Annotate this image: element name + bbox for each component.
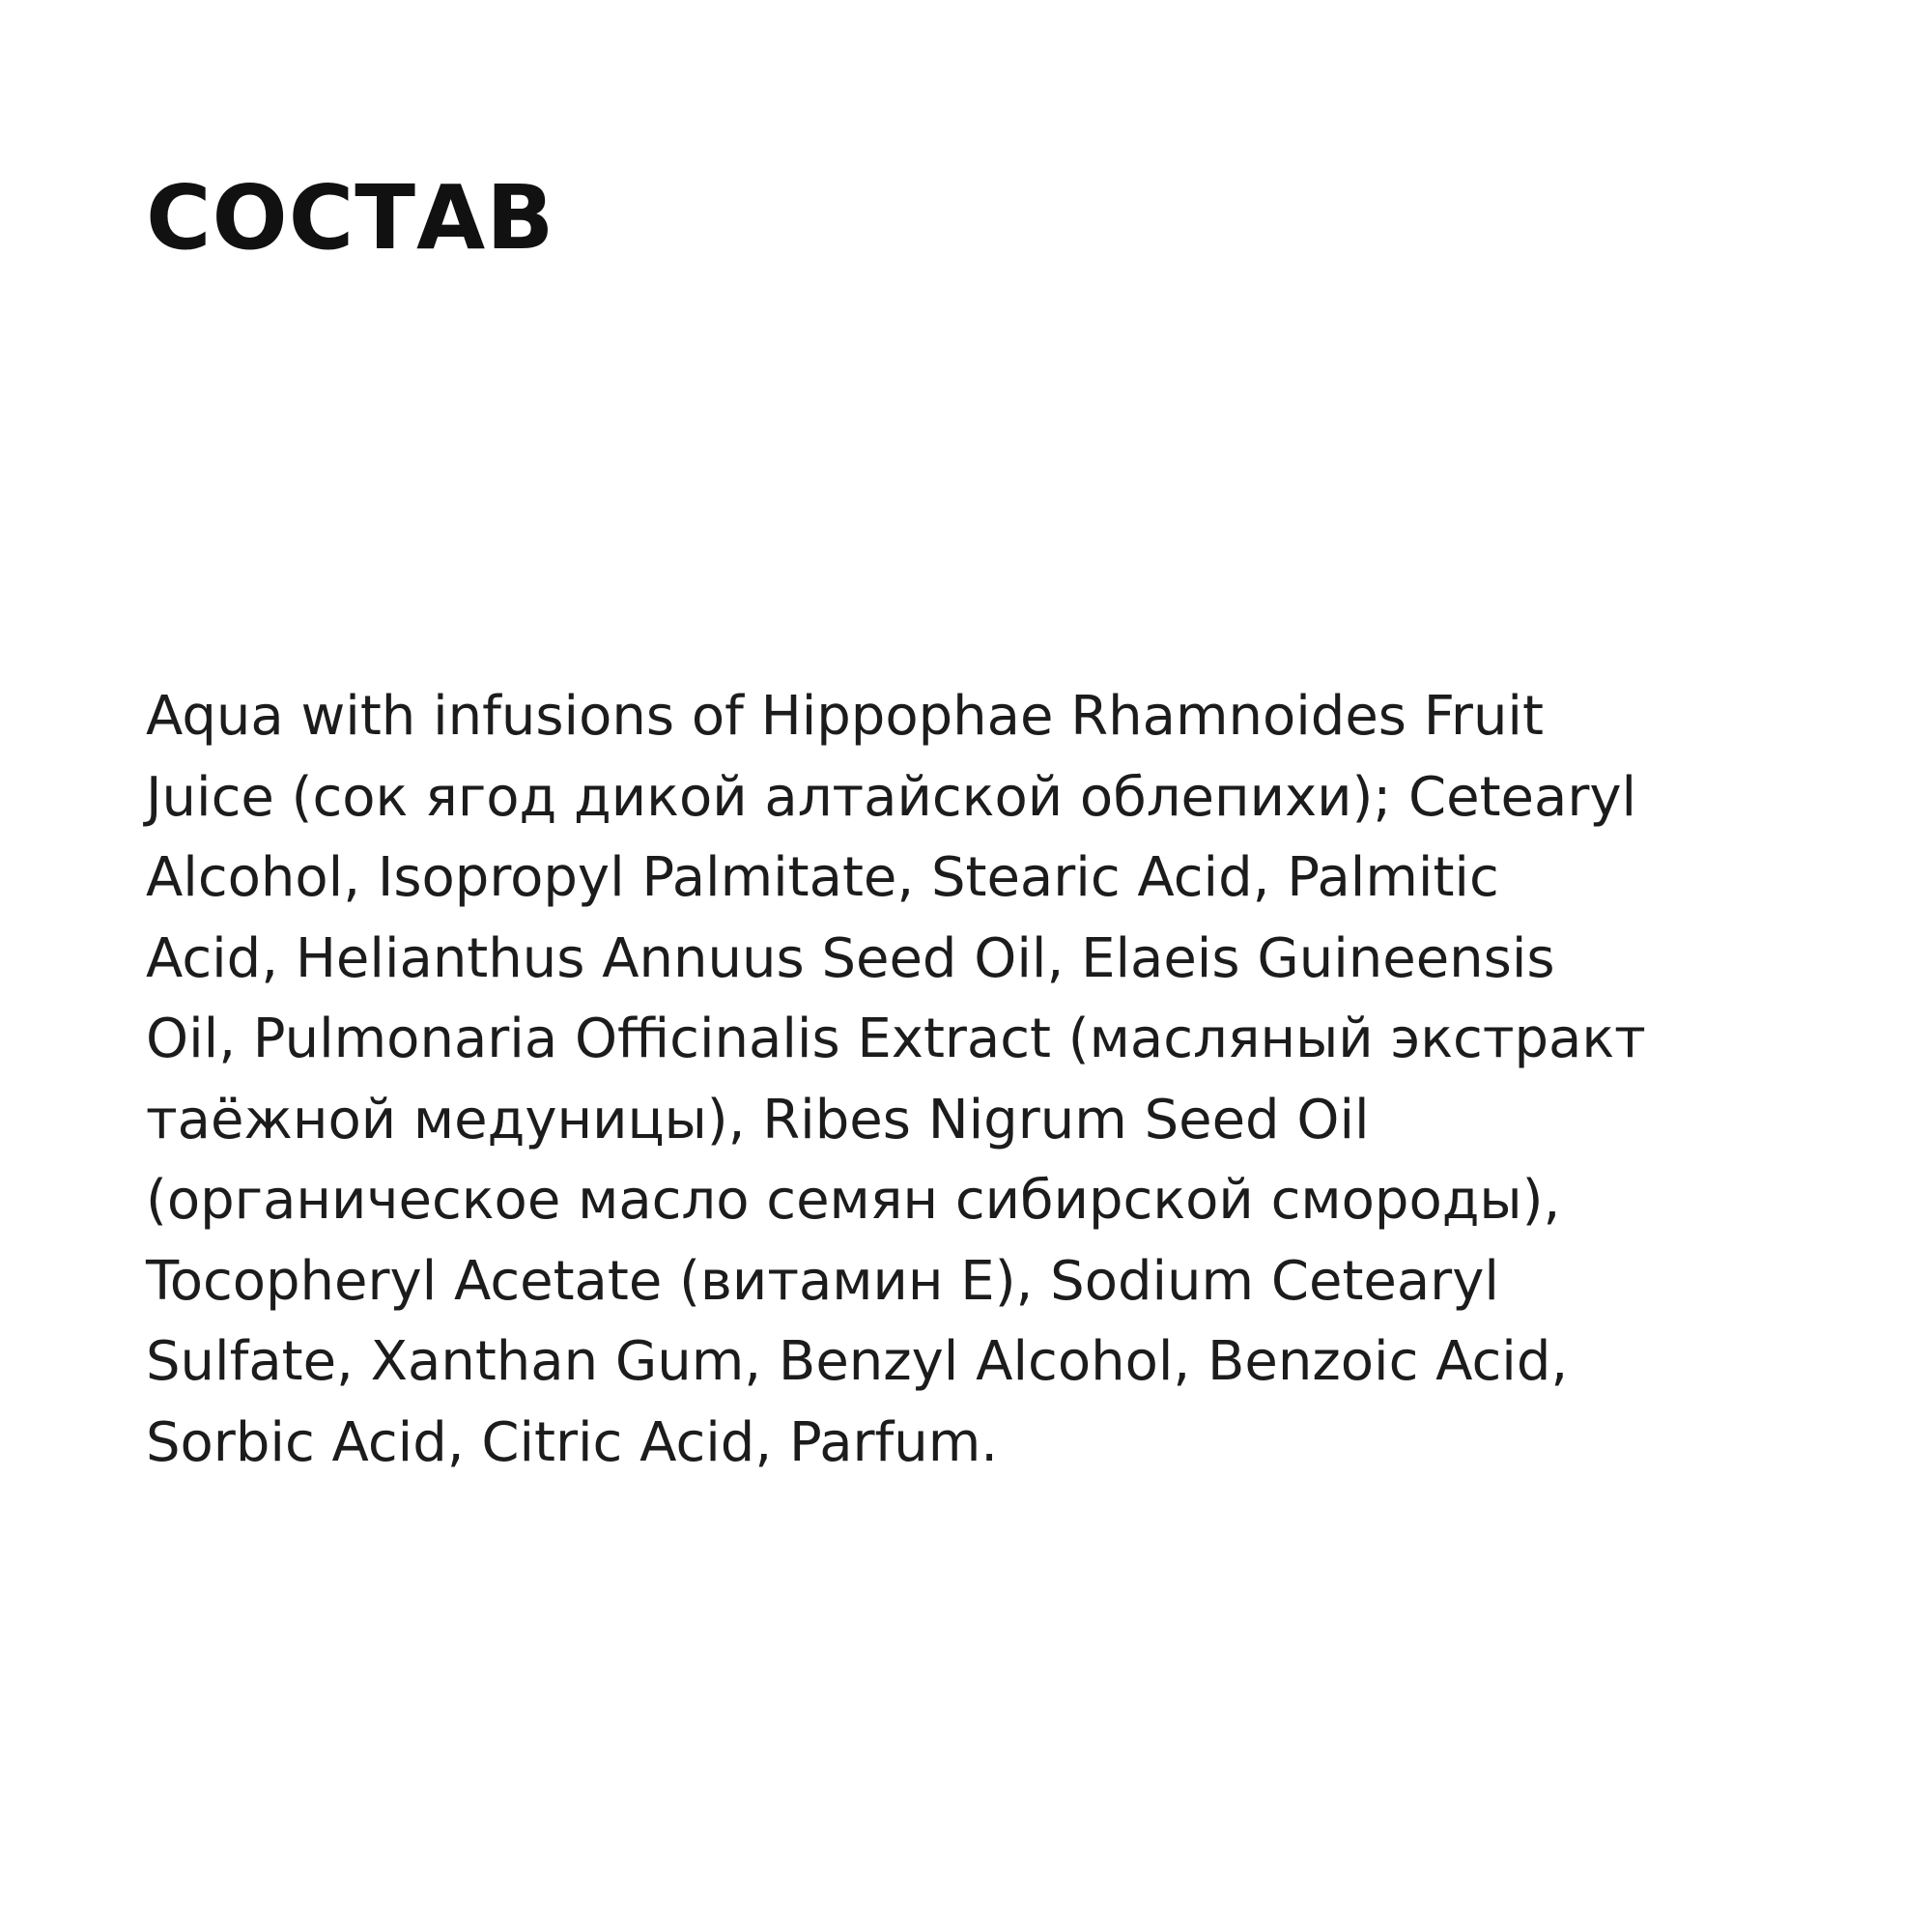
ingredients-line: таёжной медуницы), Ribes Nigrum Seed Oil — [146, 1088, 1370, 1151]
ingredients-line: Alcohol, Isopropyl Palmitate, Stearic Acid, Palmitic — [146, 846, 1499, 909]
ingredients-line: Oil, Pulmonaria Officinalis Extract (масляный экстракт — [146, 1008, 1646, 1070]
ingredients-line: Acid, Helianthus Annuus Seed Oil, Elaeis Guineensis — [146, 926, 1555, 990]
ingredients-line: Sulfate, Xanthan Gum, Benzyl Alcohol, Benzoic Acid, — [146, 1330, 1569, 1393]
ingredients-line: Aqua with infusions of Hippophae Rhamnoides Fruit — [146, 685, 1544, 748]
ingredients-line: (органическое масло семян сибирской смороды), — [146, 1169, 1561, 1232]
page-title: СОСТАВ — [146, 166, 555, 270]
ingredients-line: Tocopheryl Acetate (витамин E), Sodium Cetearyl — [146, 1249, 1499, 1313]
ingredients-line: Juice (сок ягод дикой алтайской облепихи); Cetearyl — [146, 765, 1637, 829]
ingredients-line: Sorbic Acid, Citric Acid, Parfum. — [146, 1410, 999, 1474]
ingredients-text — [146, 676, 1807, 1483]
